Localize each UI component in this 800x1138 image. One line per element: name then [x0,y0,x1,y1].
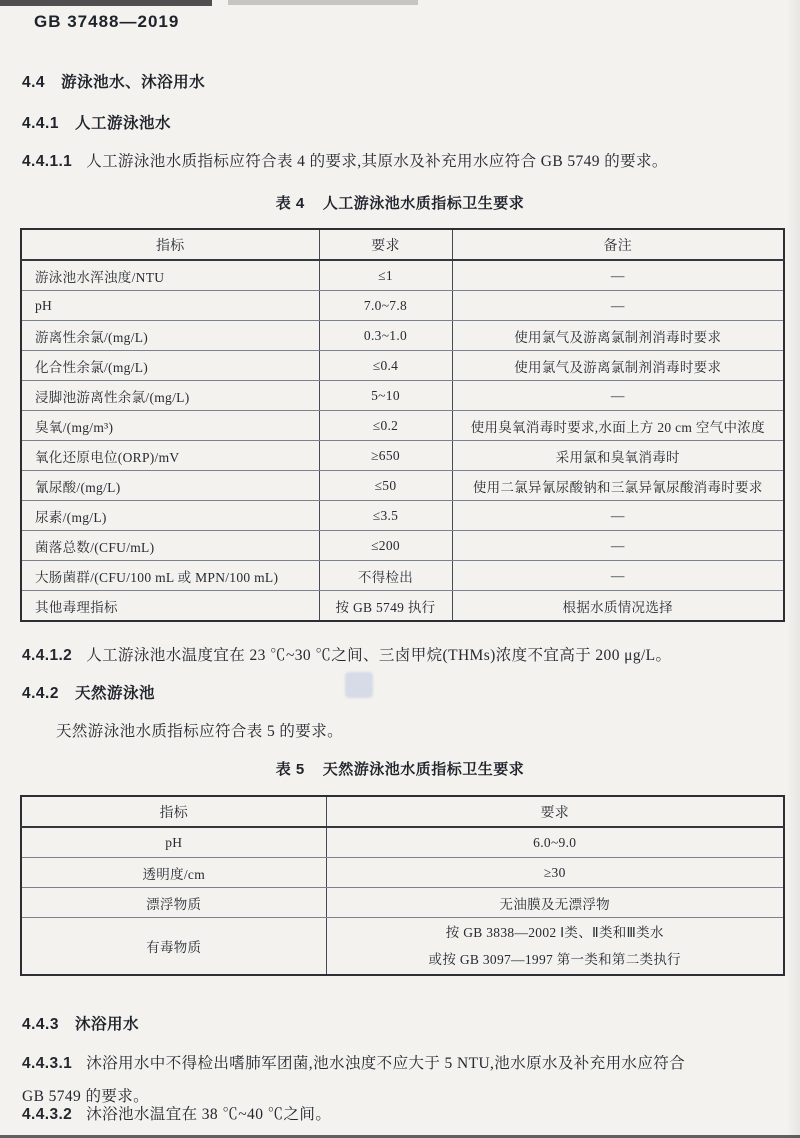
table-row [21,827,784,858]
table4-header-indicator: 指标 [21,229,319,260]
table-cell: 根据水质情况选择 [452,591,784,622]
table-cell: 氧化还原电位(ORP)/mV [21,441,319,471]
clause-number: 4.4.3.1 [22,1055,73,1072]
table4-header-row [21,229,784,260]
table-row [21,858,784,888]
table-cell: 臭氧/(mg/m³) [21,411,319,441]
table-row [21,471,784,501]
table-cell: 采用氯和臭氧消毒时 [452,441,784,471]
table-cell: 按 GB 5749 执行 [319,591,452,622]
table-caption-title: 人工游泳池水质指标卫生要求 [322,195,525,212]
table-cell: — [452,291,784,321]
clause-text: 人工游泳池水温度宜在 23 ℃~30 ℃之间、三卤甲烷(THMs)浓度不宜高于 200 μg/L。 [86,647,672,664]
table-cell: ≥30 [326,858,784,888]
table-row [21,501,784,531]
table-row [21,291,784,321]
section-title: 天然游泳池 [74,685,155,702]
section-heading-4-4 [22,70,205,92]
section-title: 沐浴用水 [74,1016,139,1033]
table-row [21,561,784,591]
table5-caption [0,758,800,779]
table-cell: 使用氯气及游离氯制剂消毒时要求 [452,321,784,351]
table-cell: — [452,381,784,411]
table-cell: 菌落总数/(CFU/mL) [21,531,319,561]
clause-text: 沐浴池水温宜在 38 ℃~40 ℃之间。 [86,1106,332,1123]
table-cell: 使用臭氧消毒时要求,水面上方 20 cm 空气中浓度 [452,411,784,441]
scan-artifact-right-shade [786,0,800,1138]
table-row [21,381,784,411]
table-cell: ≤0.4 [319,351,452,381]
table-cell: pH [21,827,326,858]
clause-number: 4.4.3.2 [22,1106,73,1123]
table-cell: 7.0~7.8 [319,291,452,321]
clause-text: 天然游泳池水质指标应符合表 5 的要求。 [56,723,344,740]
scan-artifact-blue-smudge [345,672,373,698]
table-caption-number: 表 4 [275,195,305,212]
table-row [21,531,784,561]
table-cell: 其他毒理指标 [21,591,319,622]
cell-line-1: 按 GB 3838—2002 Ⅰ类、Ⅱ类和Ⅲ类水 [445,925,664,940]
table-cell: — [452,260,784,291]
clause-4-4-1-2 [22,643,671,665]
table-cell: 不得检出 [319,561,452,591]
table-row [21,441,784,471]
table-row [21,351,784,381]
table-cell: 氰尿酸/(mg/L) [21,471,319,501]
table-caption-number: 表 5 [275,761,305,778]
table-cell: 化合性余氯/(mg/L) [21,351,319,381]
table-cell: — [452,561,784,591]
table-cell: 5~10 [319,381,452,411]
table-cell: ≤0.2 [319,411,452,441]
clause-text: GB 5749 的要求。 [22,1088,150,1105]
table-cell: 大肠菌群/(CFU/100 mL 或 MPN/100 mL) [21,561,319,591]
clause-4-4-1-1 [22,149,668,171]
table-cell: ≤3.5 [319,501,452,531]
section-number: 4.4.1 [22,115,59,132]
table5-header-indicator: 指标 [21,796,326,827]
table-cell: ≤200 [319,531,452,561]
section-number: 4.4.3 [22,1016,59,1033]
section-number: 4.4 [22,74,46,91]
table-cell [326,918,784,976]
table4-header-remark: 备注 [452,229,784,260]
clause-4-4-3-2 [22,1102,331,1124]
table4-caption [0,192,800,213]
table-cell: — [452,531,784,561]
section-heading-4-4-1 [22,111,171,133]
table4 [20,228,785,622]
clause-number: 4.4.1.2 [22,647,73,664]
table-cell: 游泳池水浑浊度/NTU [21,260,319,291]
table-cell: 漂浮物质 [21,888,326,918]
clause-text: 沐浴用水中不得检出嗜肺军团菌,池水浊度不应大于 5 NTU,池水原水及补充用水应符合 [86,1055,686,1072]
table-cell: ≥650 [319,441,452,471]
table5-header-requirement: 要求 [326,796,784,827]
table-row [21,321,784,351]
table-cell: — [452,501,784,531]
table-cell: 透明度/cm [21,858,326,888]
cell-line-2: 或按 GB 3097—1997 第一类和第二类执行 [428,952,681,967]
table-row [21,888,784,918]
scan-artifact-top-left [0,0,212,6]
table-row [21,260,784,291]
table-row [21,591,784,622]
doc-number: GB 37488—2019 [34,12,180,31]
clause-number: 4.4.1.1 [22,153,73,170]
table5 [20,795,785,976]
table-cell: 尿素/(mg/L) [21,501,319,531]
table-row [21,411,784,441]
table-cell: 使用二氯异氰尿酸钠和三氯异氰尿酸消毒时要求 [452,471,784,501]
table-cell: 有毒物质 [21,918,326,976]
table-row [21,918,784,976]
clause-line-1 [22,1047,685,1080]
table-cell: 无油膜及无漂浮物 [326,888,784,918]
clause-4-4-2-body [56,719,343,741]
table-cell: pH [21,291,319,321]
clause-text: 人工游泳池水质指标应符合表 4 的要求,其原水及补充用水应符合 GB 5749 的要求。 [86,153,668,170]
scan-artifact-top-mid [228,0,418,5]
table-cell: ≤1 [319,260,452,291]
table5-header-row [21,796,784,827]
table-cell: 6.0~9.0 [326,827,784,858]
section-heading-4-4-2 [22,681,155,703]
table-cell: 0.3~1.0 [319,321,452,351]
table4-header-requirement: 要求 [319,229,452,260]
section-title: 人工游泳池水 [74,115,171,132]
table-cell: 使用氯气及游离氯制剂消毒时要求 [452,351,784,381]
table-caption-title: 天然游泳池水质指标卫生要求 [322,761,525,778]
section-number: 4.4.2 [22,685,59,702]
section-title: 游泳池水、沐浴用水 [61,74,206,91]
section-heading-4-4-3 [22,1012,139,1034]
table-cell: 游离性余氯/(mg/L) [21,321,319,351]
table-cell: ≤50 [319,471,452,501]
table-cell: 浸脚池游离性余氯/(mg/L) [21,381,319,411]
